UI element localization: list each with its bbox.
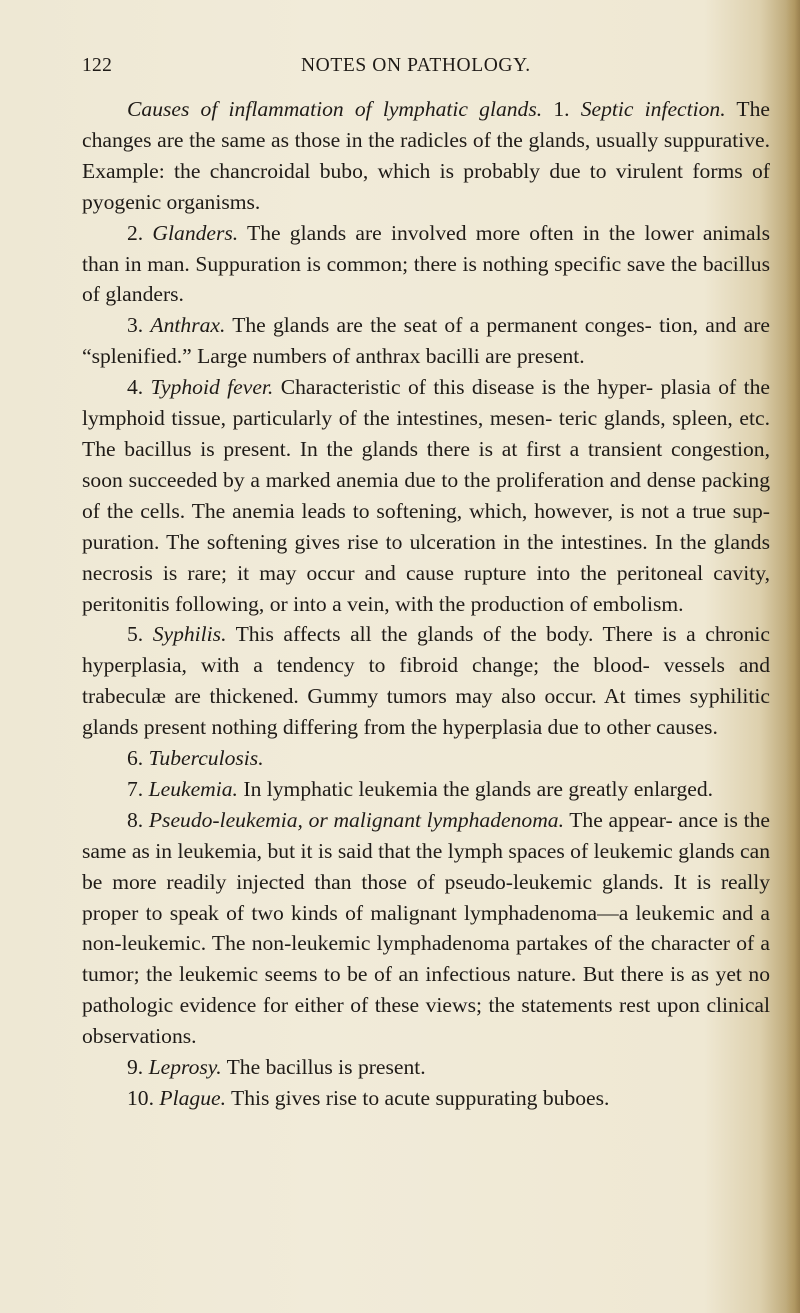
item-title: Septic infection. [580,97,726,121]
paragraph-leukemia [82,774,770,805]
item-number: 7. [127,776,144,801]
paragraph-plague [82,1083,770,1114]
item-text: The changes are the same as those in the radicles of the glands, usually suppurative. Example: the chancroidal bubo, which is probably due to virulent forms of pyogenic organisms. [82,97,770,214]
item-number: 6. [127,746,144,771]
running-head [82,55,772,81]
item-text: This gives rise to acute suppurating buboes. [231,1086,610,1110]
page-edge-shadow [786,0,800,1313]
item-title: Leukemia. [148,776,238,801]
item-number: 2. [127,220,144,245]
paragraph-syphilis [82,619,770,743]
item-number: 5. [127,622,144,647]
item-title-tail: malignant lymphadenoma. [333,807,564,832]
item-number: 8. [127,807,144,832]
item-title: Pseudo-leukemia, [148,807,303,832]
paragraph-anthrax [82,310,770,372]
item-text: Characteristic of this disease is the hyper- plasia of the lymphoid tissue, particularly of the intestines, mesen- teric glands, spleen, etc. The bacillus is present. In the glands there is at first a transient congestion, soon succeeded by a marked anemia due to the proliferation and dense packing of the cells. The anemia leads to softening, which, however, is not a true sup- puration. The softening gives rise to ulceration in the intestines. In the glands necrosis is rare; it may occur and cause rupture into the peritoneal cavity, peritonitis following, or into a vein, with the production of embolism. [82,375,770,616]
item-number: 10. [127,1086,154,1110]
item-number: 1. [553,97,570,121]
item-number: 4. [127,375,144,400]
item-number: 9. [127,1055,144,1080]
item-text: The glands are involved more often in the lower animals than in man. Suppuration is common; there is nothing specific save the bacillus of glanders. [82,220,770,307]
item-title: Glanders. [152,220,239,245]
item-number: 3. [127,313,144,338]
item-title: Tuberculosis. [148,746,264,771]
paragraph-typhoid-fever [82,372,770,619]
paragraph-septic-infection [82,94,770,218]
body-text [82,94,770,1114]
page-number: 122 [82,55,113,76]
item-title: Plague. [159,1086,226,1110]
item-text: This affects all the glands of the body. There is a chronic hyperplasia, with a tendency to fibroid change; the blood- vessels and trabeculæ are thickened. Gummy tumors may also occur. At times syphilitic glands present nothing differing from the hyperplasia due to other causes. [82,622,770,740]
item-title: Typhoid fever. [150,375,274,400]
paragraph-tuberculosis [82,743,770,774]
running-title: NOTES ON PATHOLOGY. [301,55,531,76]
item-title-connector: or [308,807,328,832]
paragraph-leprosy [82,1052,770,1083]
item-text: The appear- ance is the same as in leukemia, but it is said that the lymph spaces of leukemic glands can be more readily injected than those of pseudo-leukemic glands. It is really proper to speak of two kinds of malignant lymphadenoma—a leukemic and a non-leukemic. The non-leukemic lymphadenoma partakes of the character of a tumor; the leukemic seems to be of an infectious nature. But there is as yet no pathologic evidence for either of these views; the statements rest upon clinical observations. [82,807,770,1049]
item-text: The bacillus is present. [226,1055,426,1080]
item-text: In lymphatic leukemia the glands are greatly enlarged. [243,776,714,801]
item-title: Leprosy. [148,1055,222,1080]
paragraph-glanders [82,218,770,311]
item-text: The glands are the seat of a permanent conges- tion, and are “splenified.” Large numbers of anthrax bacilli are present. [82,313,770,369]
item-title: Syphilis. [152,622,227,647]
paragraph-pseudo-leukemia [82,805,770,1052]
section-heading: Causes of inflammation of lymphatic glands. [127,97,543,121]
item-title: Anthrax. [150,313,226,338]
